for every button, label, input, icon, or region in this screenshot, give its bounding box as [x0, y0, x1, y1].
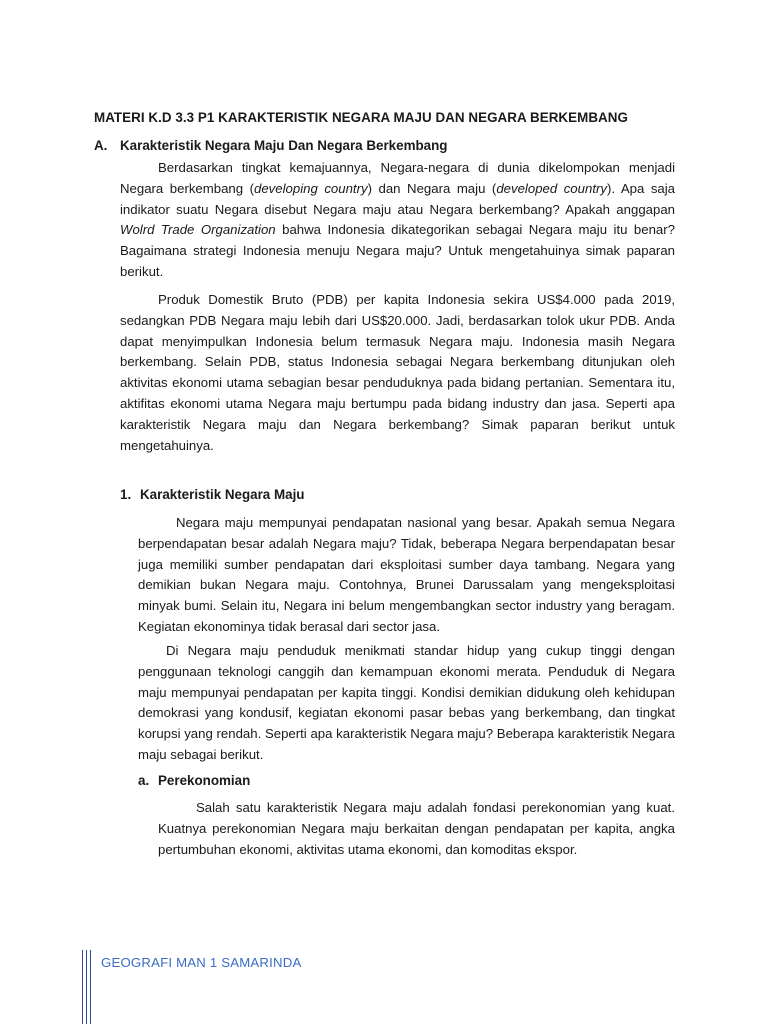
section-1a-marker: a.: [138, 773, 150, 788]
section-a-title: Karakteristik Negara Maju Dan Negara Berkembang: [120, 138, 448, 153]
document-title: MATERI K.D 3.3 P1 KARAKTERISTIK NEGARA MAJU DAN NEGARA BERKEMBANG: [94, 110, 628, 125]
footer-text: GEOGRAFI MAN 1 SAMARINDA: [101, 955, 302, 970]
paragraph-1-text-4: bahwa Indonesia dikategorikan sebagai Negara maju itu benar? Bagaimana strategi Indonesia menuju Negara maju? Untuk mengetahuinya simak paparan berikut.: [120, 222, 675, 279]
section-1a-title: Perekonomian: [158, 773, 251, 788]
paragraph-1-text-2: ) dan Negara maju (: [367, 180, 497, 196]
paragraph-1-text-3: ). Apa saja indikator suatu Negara disebut Negara maju atau Negara berkembang? Apakah anggapan: [120, 180, 676, 217]
section-1a-heading: [138, 773, 250, 788]
paragraph-1-italic-2: developed country: [496, 180, 607, 196]
paragraph-4: Di Negara maju penduduk menikmati standar hidup yang cukup tinggi dengan penggunaan teknologi canggih dan kemampuan ekonomi merata. Penduduk di Negara maju mempunyai pendapatan per kapita tinggi. Kondisi demikian didukung oleh kehidupan demokrasi yang kondusif, kegiatan ekonomi pasar bebas yang berkembang, dan tingkat korupsi yang rendah. Seperti apa karakteristik Negara maju? Beberapa karakteristik Negara maju sebagai berikut.: [138, 643, 675, 762]
paragraph-1-italic-1: developing country: [254, 180, 368, 196]
footer-rule-lines: [82, 950, 96, 1024]
section-a-marker: A.: [94, 138, 108, 153]
paragraph-1-italic-3: Wolrd Trade Organization: [120, 222, 276, 238]
paragraph-1-text-1: Berdasarkan tingkat kemajuannya, Negara-negara di dunia dikelompokan menjadi Negara berkembang (: [120, 160, 675, 196]
paragraph-3: Negara maju mempunyai pendapatan nasional yang besar. Apakah semua Negara berpendapatan besar adalah Negara maju? Tidak, beberapa Negara berpendapatan besar juga memiliki sumber pendapatan dari eksploitasi sumber daya tambang. Negara yang demikian bukan Negara maju. Contohnya, Brunei Darussalam yang mengeksploitasi minyak bumi. Selain itu, Negara ini belum mengembangkan sector industry yang beragam. Kegiatan ekonominya tidak berasal dari sector jasa.: [138, 515, 675, 634]
footer-rule-line: [90, 950, 91, 1024]
footer-rule-line: [82, 950, 83, 1024]
paragraph-5: Salah satu karakteristik Negara maju adalah fondasi perekonomian yang kuat. Kuatnya perekonomian Negara maju berkaitan dengan pendapatan per kapita, angka pertumbuhan ekonomi, aktivitas utama ekonomi, dan komoditas ekspor.: [158, 800, 675, 857]
section-a-heading: [94, 138, 694, 153]
section-1-title: Karakteristik Negara Maju: [140, 487, 305, 502]
section-1-heading: [120, 487, 304, 502]
footer-rule-line: [86, 950, 87, 1024]
paragraph-2: Produk Domestik Bruto (PDB) per kapita Indonesia sekira US$4.000 pada 2019, sedangkan PDB Negara maju lebih dari US$20.000. Jadi, berdasarkan tolok ukur PDB. Anda dapat menyimpulkan Indonesia belum termasuk Negara maju. Indonesia masih Negara berkembang. Selain PDB, status Indonesia sebagai Negara berkembang ditunjukan oleh aktivitas ekonomi utama sebagian besar penduduknya pada bidang pertanian. Sementara itu, aktifitas ekonomi utama Negara maju bertumpu pada bidang industry dan jasa. Seperti apa karakteristik Negara maju dan Negara berkembang? Simak paparan berikut untuk mengetahuinya.: [120, 292, 675, 453]
paragraph-1: [120, 158, 675, 283]
section-1-marker: 1.: [120, 487, 132, 502]
